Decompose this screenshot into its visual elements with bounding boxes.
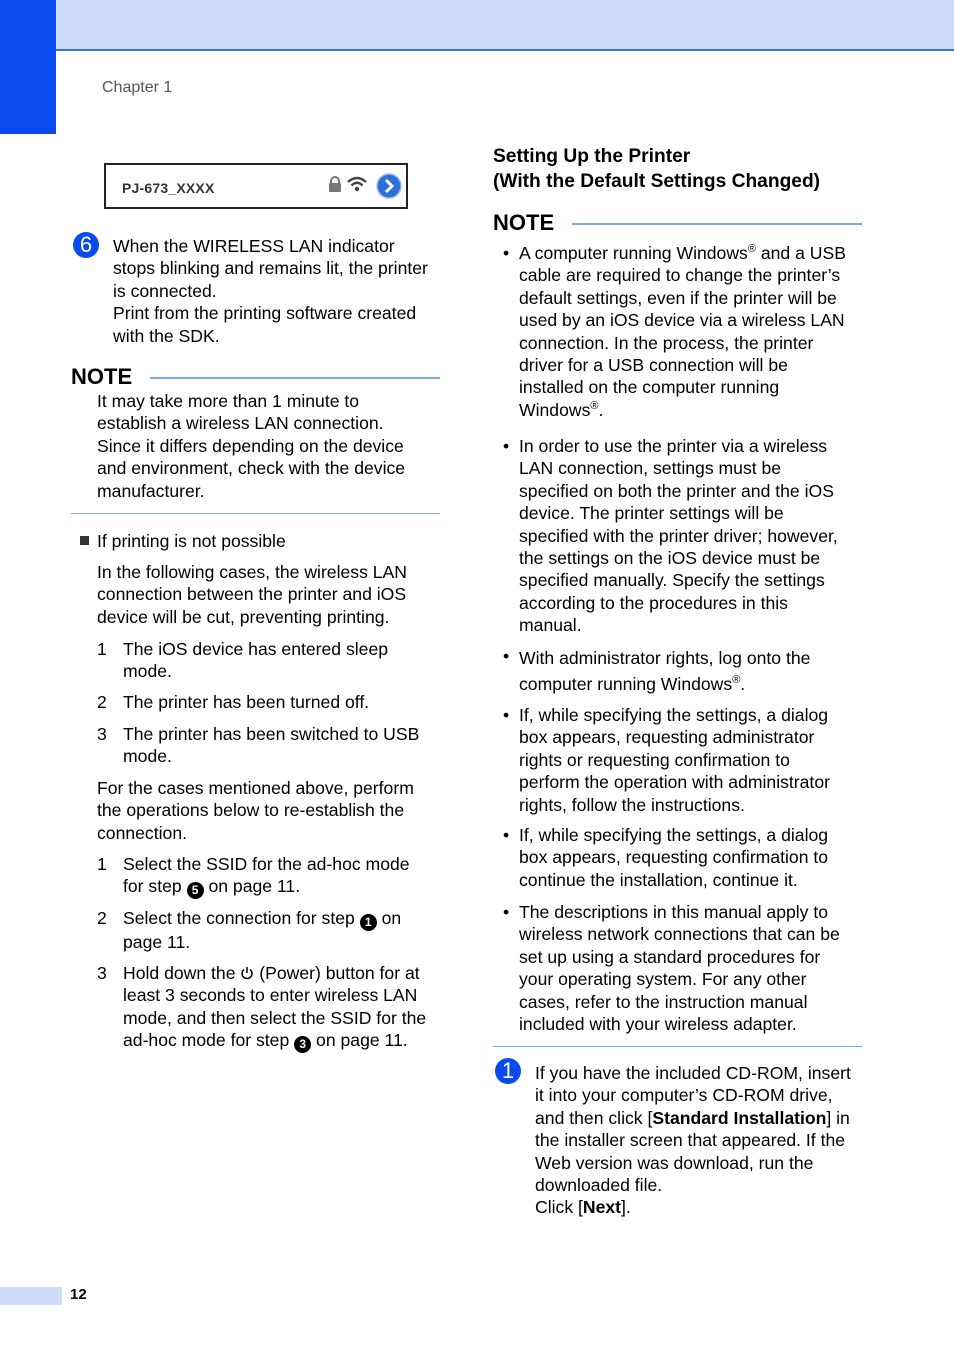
note-bullet: If, while specifying the settings, a dialog box appears, requesting administrator rights or requesting confirmation to perform the operation with administrator rights, follow the instructions. (519, 705, 830, 815)
note-end-rule (71, 513, 440, 514)
note-bullet: A computer running Windows® and a USB cable are required to change the printer’s default settings, even if the printer will be used by an iOS device via a wireless LAN connection. In the process, the printer driver for a USB connection will be installed on the computer running Windows®. (519, 243, 846, 420)
footer-bar (0, 1287, 62, 1305)
note-heading: NOTE (71, 364, 133, 389)
step-number-badge: 1 (495, 1058, 521, 1084)
case-number: 3 (97, 724, 107, 744)
note-heading: NOTE (493, 210, 555, 235)
step-number: 1 (97, 854, 107, 874)
note-rule (572, 223, 862, 225)
bullet-dot: • (503, 243, 510, 263)
section-title: If printing is not possible (97, 531, 286, 551)
section-subheading: (With the Default Settings Changed) (493, 171, 821, 192)
section-heading: Setting Up the Printer (493, 146, 691, 167)
step-ref-badge: 5 (187, 882, 204, 899)
ssid-name: PJ-673_XXXX (122, 180, 215, 196)
step-text: Hold down the (Power) button for at least 3 seconds to enter wireless LAN mode, and then select the SSID for the ad-hoc mode for step 3 on page 11. (123, 963, 427, 1052)
case-number: 2 (97, 692, 107, 712)
step-number-badge: 6 (73, 232, 99, 258)
case-text: The printer has been turned off. (123, 692, 370, 712)
chapter-tab (0, 0, 56, 134)
case-text: The iOS device has entered sleep mode. (123, 639, 389, 682)
note-rule (150, 377, 440, 379)
case-text: The printer has been switched to USB mode. (123, 724, 420, 767)
note-text: It may take more than 1 minute to establish a wireless LAN connection. Since it differs depending on the device and environment, check with the device manufacturer. (97, 391, 406, 501)
chevron-right-icon (376, 173, 402, 199)
note-bullet: With administrator rights, log onto the computer running Windows®. (519, 648, 811, 694)
step-6-text: When the WIRELESS LAN indicator stops blinking and remains lit, the printer is connected. Print from the printing software created with the SDK. (113, 236, 428, 346)
lock-icon (328, 176, 342, 192)
step-1-text: If you have the included CD-ROM, insert it into your computer’s CD-ROM drive, and then click [Standard Installation] in the installer screen that appeared. If the Web version was download, run the downloaded file. Click [Next]. (535, 1063, 851, 1218)
step-text: Select the connection for step 1 on page 11. (123, 908, 402, 952)
ssid-list-item (104, 163, 408, 209)
bullet-dot: • (503, 646, 510, 666)
note-bullet: In order to use the printer via a wireless LAN connection, settings must be specified on both the printer and the iOS device. The printer settings will be specified with the printer driver; however, the settings on the iOS device must be specified manually. Specify the settings according to the procedures in this manual. (519, 436, 838, 636)
bullet-dot: • (503, 825, 510, 845)
bullet-dot: • (503, 705, 510, 725)
bullet-dot: • (503, 436, 510, 456)
square-bullet-icon (80, 536, 89, 545)
note-bullet: If, while specifying the settings, a dialog box appears, requesting confirmation to continue the installation, continue it. (519, 825, 829, 890)
power-icon (240, 966, 254, 981)
step-ref-badge: 3 (294, 1036, 311, 1053)
bullet-dot: • (503, 902, 510, 922)
case-number: 1 (97, 639, 107, 659)
wifi-icon (346, 176, 368, 192)
page-number: 12 (70, 1286, 87, 1303)
note-bullet: The descriptions in this manual apply to wireless network connections that can be set up using a standard procedures for your operating system. For any other cases, refer to the instruction manual included with your wireless adapter. (519, 902, 840, 1035)
step-number: 2 (97, 908, 107, 928)
intro-text: In the following cases, the wireless LAN connection between the printer and iOS device will be cut, preventing printing. (97, 562, 407, 627)
header-band (0, 0, 954, 51)
step-text: Select the SSID for the ad-hoc mode for step 5 on page 11. (123, 854, 410, 898)
step-ref-badge: 1 (360, 914, 377, 931)
after-text: For the cases mentioned above, perform the operations below to re-establish the connection. (97, 778, 414, 843)
note-end-rule (493, 1046, 862, 1047)
step-number: 3 (97, 963, 107, 983)
chapter-label: Chapter 1 (102, 79, 173, 96)
